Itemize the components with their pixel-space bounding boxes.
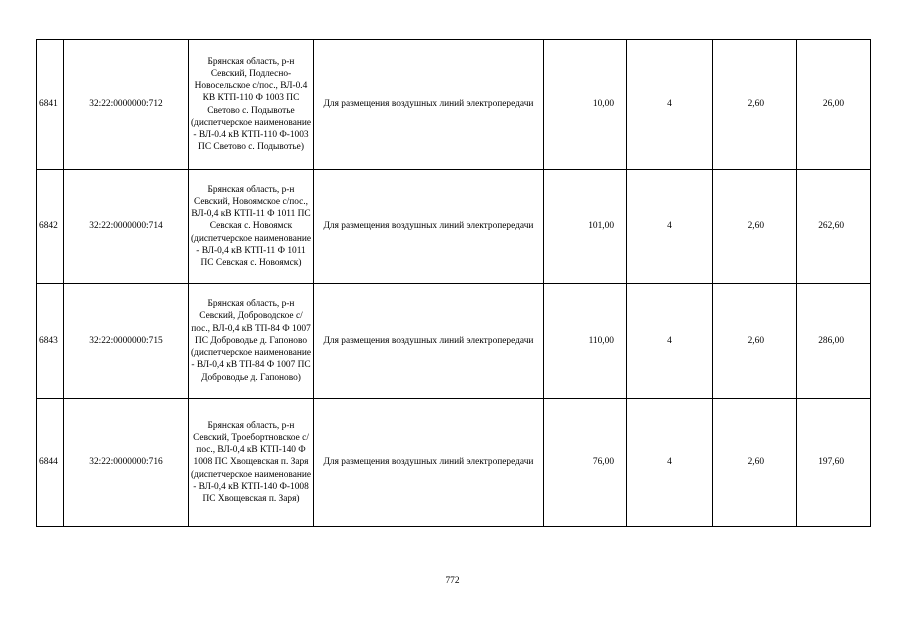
row-number: 6844 <box>37 399 64 527</box>
row-number: 6842 <box>37 170 64 284</box>
plot-area: 110,00 <box>544 284 627 399</box>
plot-area: 101,00 <box>544 170 627 284</box>
row-number: 6843 <box>37 284 64 399</box>
plot-total: 197,60 <box>797 399 871 527</box>
plot-count: 4 <box>627 399 713 527</box>
plot-purpose: Для размещения воздушных линий электропередачи <box>314 40 544 170</box>
plot-location: Брянская область, р-н Севский, Доброводское с/пос., ВЛ-0,4 кВ ТП-84 Ф 1007 ПС Доброводье д. Гапоново (диспетчерское наименование - ВЛ-0,4 кВ ТП-84 Ф 1007 ПС Доброводье д. Гапоново) <box>189 284 314 399</box>
table-row <box>37 399 871 527</box>
plot-rate: 2,60 <box>713 399 797 527</box>
plot-area: 10,00 <box>544 40 627 170</box>
plot-purpose: Для размещения воздушных линий электропередачи <box>314 284 544 399</box>
cadastral-number: 32:22:0000000:712 <box>64 40 189 170</box>
plot-total: 26,00 <box>797 40 871 170</box>
cadastral-number: 32:22:0000000:715 <box>64 284 189 399</box>
plot-total: 262,60 <box>797 170 871 284</box>
plot-total: 286,00 <box>797 284 871 399</box>
page-number: 772 <box>445 576 460 586</box>
plot-rate: 2,60 <box>713 40 797 170</box>
plot-count: 4 <box>627 284 713 399</box>
cadastral-number: 32:22:0000000:714 <box>64 170 189 284</box>
row-number: 6841 <box>37 40 64 170</box>
plot-area: 76,00 <box>544 399 627 527</box>
table-row <box>37 284 871 399</box>
plot-rate: 2,60 <box>713 170 797 284</box>
plot-rate: 2,60 <box>713 284 797 399</box>
land-plots-table <box>36 39 871 527</box>
plot-location: Брянская область, р-н Севский, Троебортновское с/пос., ВЛ-0,4 кВ КТП-140 Ф 1008 ПС Хвощевская п. Заря (диспетчерское наименование - ВЛ-0,4 кВ КТП-140 Ф-1008 ПС Хвощевская п. Заря) <box>189 399 314 527</box>
plot-location: Брянская область, р-н Севский, Новоямское с/пос., ВЛ-0,4 кВ КТП-11 Ф 1011 ПС Севская с. Новоямск (диспетчерское наименование - ВЛ-0,4 кВ КТП-11 Ф 1011 ПС Севская с. Новоямск) <box>189 170 314 284</box>
cadastral-number: 32:22:0000000:716 <box>64 399 189 527</box>
plot-location: Брянская область, р-н Севский, Подлесно-Новосельское с/пос., ВЛ-0.4 КВ КТП-110 Ф 1003 ПС Светово с. Подывотье (диспетчерское наименование - ВЛ-0.4 кВ КТП-110 Ф-1003 ПС Светово с. Подывотье) <box>189 40 314 170</box>
table-row <box>37 40 871 170</box>
plot-count: 4 <box>627 40 713 170</box>
plot-count: 4 <box>627 170 713 284</box>
plot-purpose: Для размещения воздушных линий электропередачи <box>314 170 544 284</box>
table-row <box>37 170 871 284</box>
plot-purpose: Для размещения воздушных линий электропередачи <box>314 399 544 527</box>
